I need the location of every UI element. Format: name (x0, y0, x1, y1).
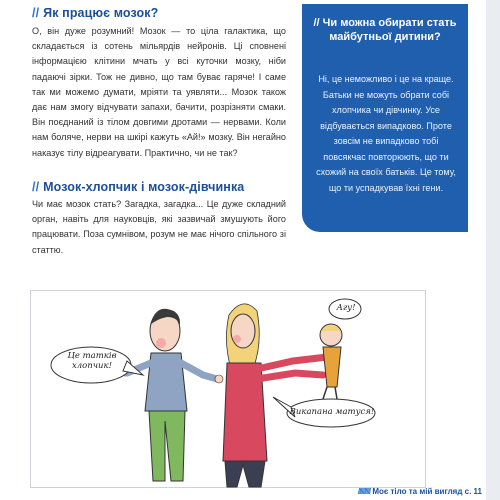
sidebar-text: Ні, це неможливо і це на краще. Батьки не можуть обрати собі хлопчика чи дівчинку. Усе відбувається випадково. Проте зовсім не випадково тобі повсякчас повторюють, що ти схожий на своїх батьків. Це тому, що ти успадкував їхні гени. (316, 74, 456, 193)
section2-paragraph (32, 197, 286, 258)
illustration (30, 290, 426, 488)
bubble-mother-text: Викапана матуся! (289, 407, 375, 417)
father-figure (111, 309, 223, 481)
section1-text: О, він дуже розумний! Мозок — то ціла галактика, що складається із сотень мільярдів нейронів. Ці сповнені інформацією клітини мчать у всі куточки мозку, ніби падаючі зірки. Тож не дивно, що там буває гаряче! І саме так ми можемо думати, мріяти та уявляти... Мозок також дає нам змогу відчувати запахи, бачити, розрізняти смаки. Він поєднаний із тілом довгими дротами — нервами. Коли нам боляче, нерви на шкірі кажуть «Ай!» мозку. Він негайно наказує тілу відреагувати. Практично, чи не так? (32, 26, 286, 158)
baby-figure (320, 324, 342, 399)
section2-slashes: // (32, 180, 40, 194)
footer (358, 487, 482, 496)
section1-heading (32, 6, 158, 20)
footer-ticks: ////////// (357, 487, 371, 496)
section1-title: Як працює мозок? (43, 6, 159, 20)
section2-heading (32, 180, 244, 194)
section1-slashes: // (32, 6, 40, 20)
sidebar-box (302, 4, 468, 232)
sidebar-title-text: Чи можна обирати стать майбутньої дитини? (322, 17, 457, 43)
mother-figure (223, 304, 327, 487)
section2-title: Мозок-хлопчик і мозок-дівчинка (43, 180, 245, 194)
sidebar-title (310, 16, 460, 44)
page-number: с. 11 (464, 487, 482, 496)
bubble-father-text: Це татків хлопчик! (67, 351, 117, 371)
bubble-baby-text: Агу! (336, 303, 356, 313)
footer-title: Моє тіло та мій вигляд (372, 487, 463, 496)
illustration-drawing (31, 291, 427, 489)
sidebar-slashes: // (313, 17, 320, 29)
section2-text: Чи має мозок стать? Загадка, загадка... Це дуже складний орган, навіть для науковців, які зазвичай змушують його працювати. Поза сумнівом, розум не має нічого спільного зі статтю. (32, 199, 286, 255)
section1-paragraph (32, 24, 286, 161)
page-edge (486, 0, 500, 500)
